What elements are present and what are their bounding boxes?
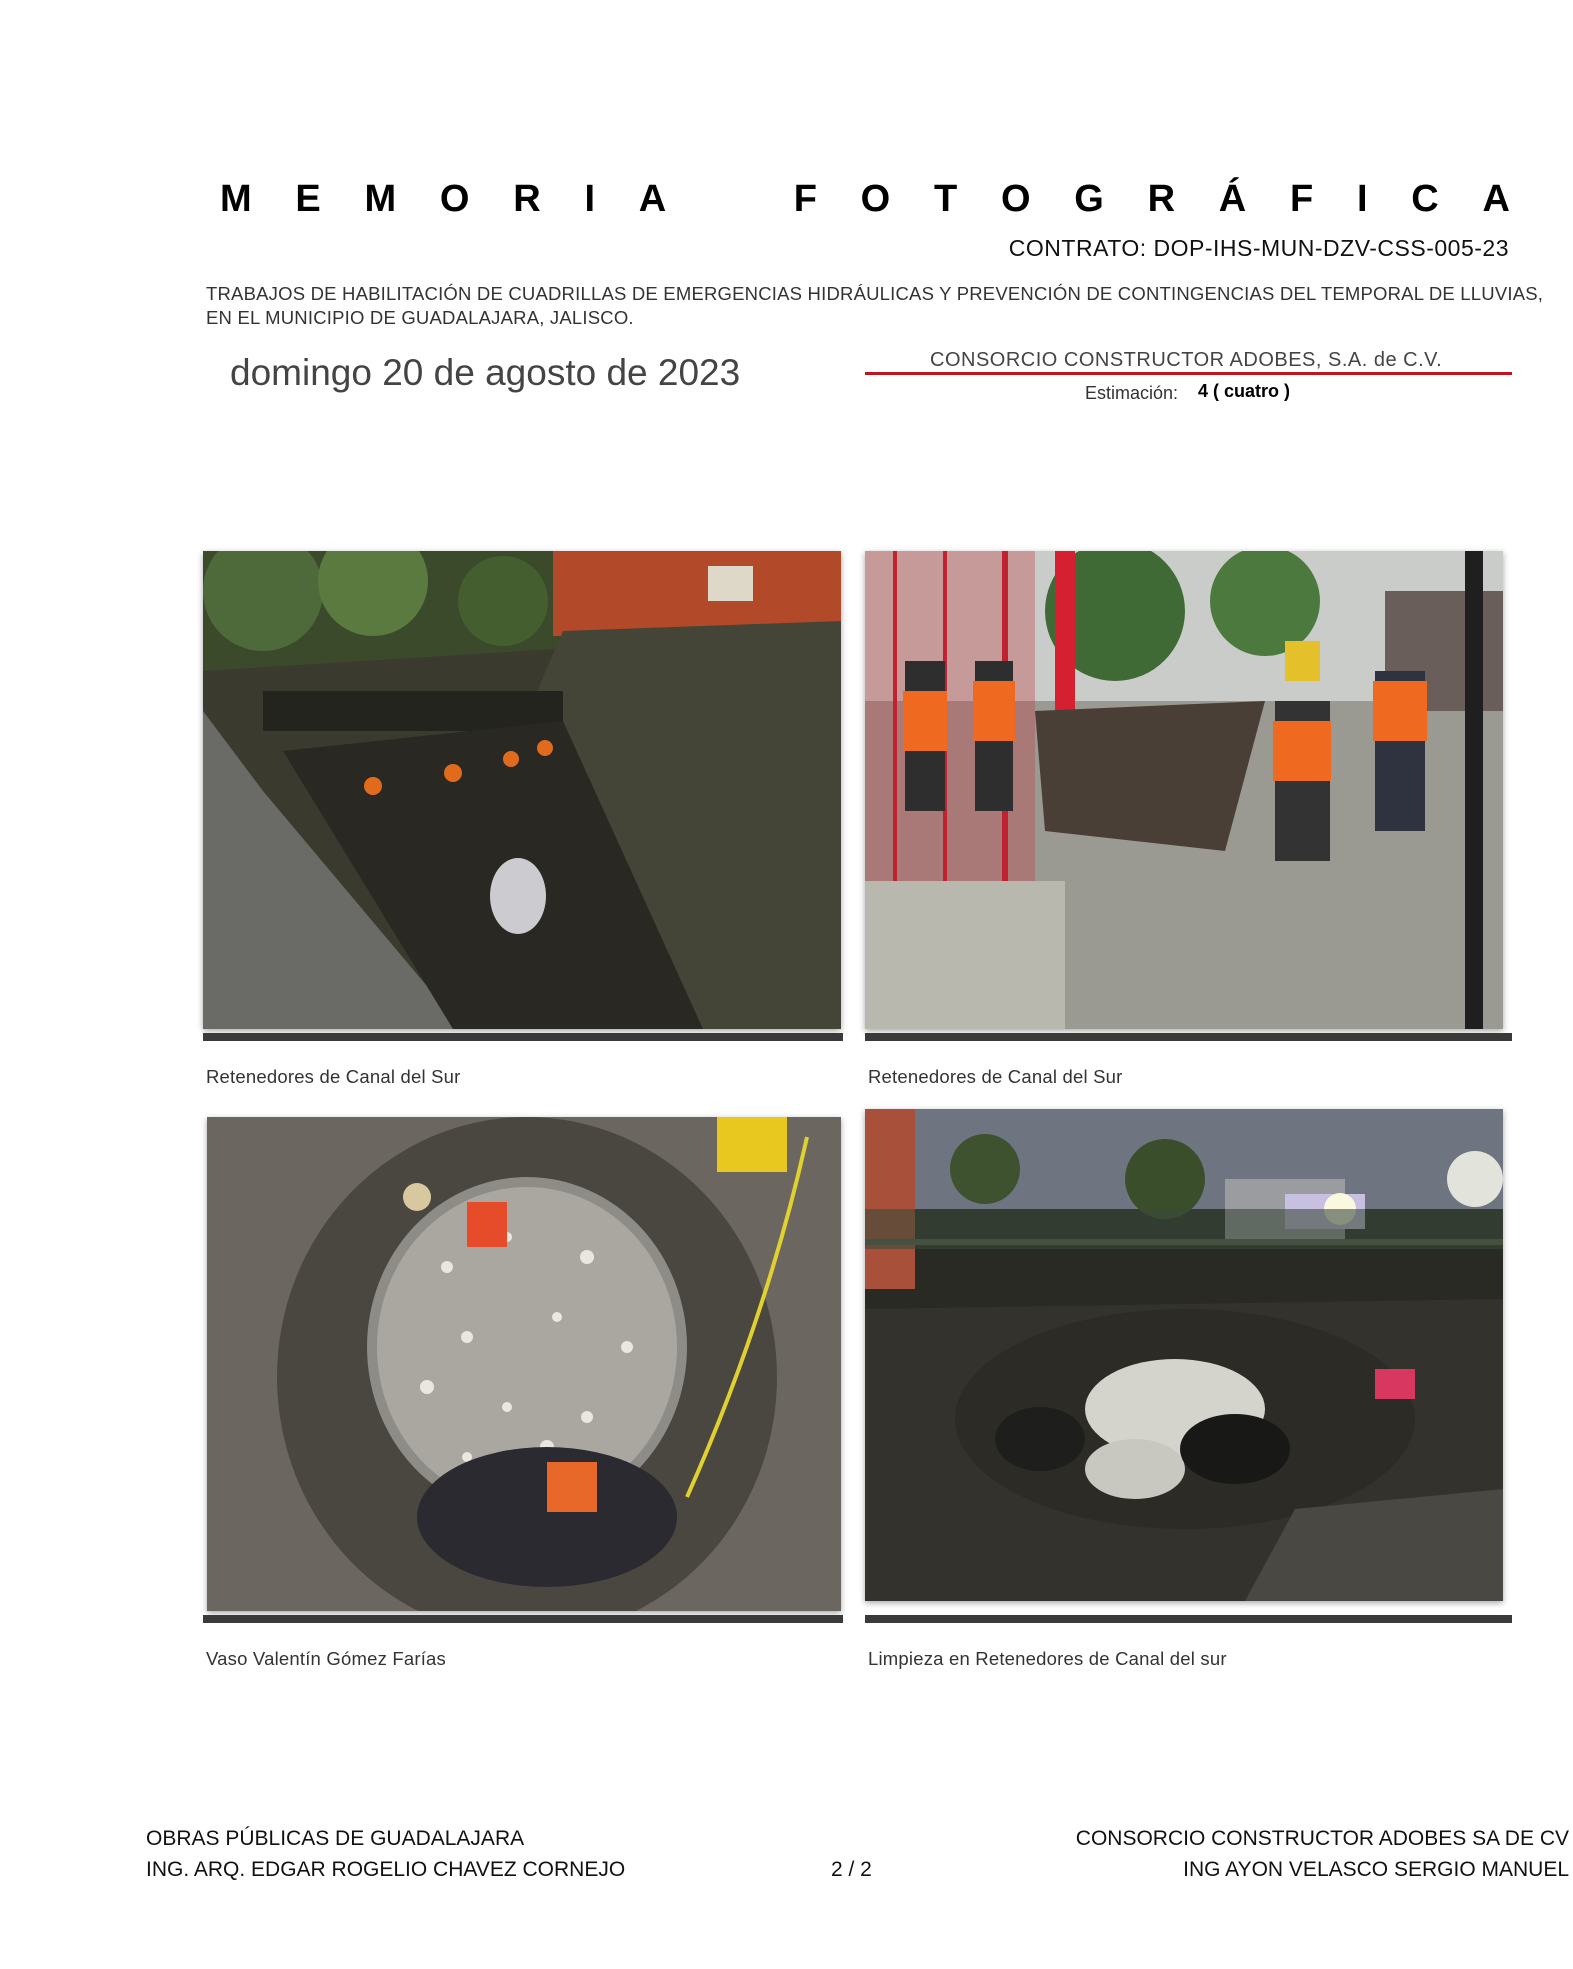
title-letter: G — [1074, 178, 1104, 220]
title-letter: A — [638, 178, 667, 220]
photo-caption-1: Retenedores de Canal del Sur — [206, 1066, 461, 1087]
title-letter: E — [295, 178, 321, 220]
photo-underline-bar — [865, 1615, 1512, 1623]
photo-underline-bar — [203, 1033, 843, 1041]
header-divider — [865, 372, 1512, 375]
title-letter: C — [1411, 178, 1439, 220]
estimacion-label: Estimación: — [1085, 383, 1179, 403]
title-letter: I — [1356, 178, 1368, 220]
photo-caption-2: Retenedores de Canal del Sur — [868, 1066, 1123, 1087]
title-letter: M — [364, 178, 397, 220]
footer-contractor-signatory: ING AYON VELASCO SERGIO MANUEL — [1183, 1858, 1569, 1881]
title-letter: O — [1000, 178, 1031, 220]
title-letter: T — [933, 178, 958, 220]
title-letter: R — [513, 178, 541, 220]
document-title — [220, 178, 1510, 221]
title-letter: I — [584, 178, 595, 220]
photo-caption-3: Vaso Valentín Gómez Farías — [206, 1648, 446, 1669]
title-letter: F — [793, 178, 817, 220]
title-letter: R — [1147, 178, 1176, 220]
photo-caption-4: Limpieza en Retenedores de Canal del sur — [868, 1648, 1227, 1669]
photo-debris-pile-night — [865, 1109, 1503, 1601]
work-description-line-2: EN EL MUNICIPIO DE GUADALAJARA, JALISCO. — [206, 307, 634, 328]
contract-number: CONTRATO: DOP-IHS-MUN-DZV-CSS-005-23 — [1008, 235, 1509, 261]
title-letter: Á — [1218, 178, 1247, 220]
title-word-gap — [710, 178, 750, 221]
footer-contractor-name: CONSORCIO CONSTRUCTOR ADOBES SA DE CV — [1075, 1827, 1569, 1850]
title-letter: O — [860, 178, 891, 220]
page-number: 2 / 2 — [831, 1858, 872, 1881]
photo-underline-bar — [865, 1033, 1512, 1041]
photo-underline-bar — [203, 1615, 843, 1623]
title-letter: O — [439, 178, 470, 220]
company-name: CONSORCIO CONSTRUCTOR ADOBES, S.A. de C.V. — [930, 349, 1443, 371]
title-letter: A — [1482, 178, 1510, 220]
work-description-line-1: TRABAJOS DE HABILITACIÓN DE CUADRILLAS DE EMERGENCIAS HIDRÁULICAS Y PREVENCIÓN DE CONTINGENCIAS DEL TEMPORAL DE LLUVIAS, — [206, 283, 1544, 304]
footer-client-name: OBRAS PÚBLICAS DE GUADALAJARA — [146, 1827, 525, 1850]
photo-basin-debris — [207, 1117, 841, 1611]
report-date: domingo 20 de agosto de 2023 — [230, 352, 741, 393]
footer-client-signatory: ING. ARQ. EDGAR ROGELIO CHAVEZ CORNEJO — [146, 1858, 626, 1881]
title-letter: F — [1289, 178, 1314, 220]
photo-canal-night — [203, 551, 841, 1029]
estimacion-value: 4 ( cuatro ) — [1198, 381, 1291, 401]
photo-fence-workers — [865, 551, 1503, 1029]
title-letter: M — [220, 178, 252, 220]
